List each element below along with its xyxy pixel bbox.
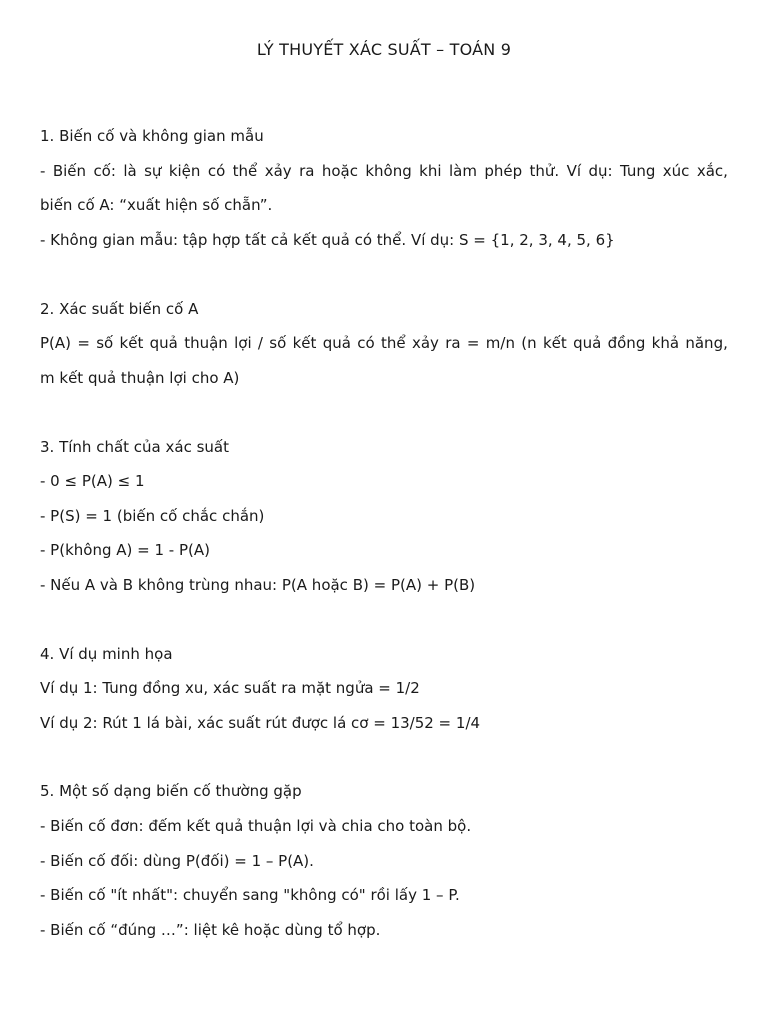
- section-5-heading: 5. Một số dạng biến cố thường gặp: [40, 782, 302, 800]
- word: m/n: [485, 334, 515, 352]
- section-3-property-item: - 0 ≤ P(A) ≤ 1: [40, 472, 145, 490]
- section-4-example-item: Ví dụ 2: Rút 1 lá bài, xác suất rút được lá cơ = 13/52 = 1/4: [40, 714, 481, 732]
- word: ra: [445, 334, 461, 352]
- word: xúc: [662, 162, 690, 180]
- word: Ví: [566, 162, 582, 180]
- word: /: [257, 334, 263, 352]
- section-2-formula-line-1: [40, 333, 728, 353]
- word: kết: [292, 334, 317, 352]
- word: là: [123, 162, 137, 180]
- word: có: [357, 334, 375, 352]
- section-1-event-definition-line-1: [40, 161, 728, 181]
- word: đồng: [607, 334, 646, 352]
- word: kết: [542, 334, 567, 352]
- word: hoặc: [321, 162, 358, 180]
- section-4-example-item: Ví dụ 1: Tung đồng xu, xác suất ra mặt ngửa = 1/2: [40, 679, 420, 697]
- word: lợi: [234, 334, 252, 352]
- section-1-event-definition-line-2: biến cố A: “xuất hiện số chẵn”.: [40, 196, 273, 214]
- word: xắc,: [696, 162, 728, 180]
- word: làm: [448, 162, 477, 180]
- word: dụ:: [588, 162, 613, 180]
- word: kiện: [168, 162, 201, 180]
- section-5-type-item: - Biến cố đối: dùng P(đối) = 1 – P(A).: [40, 852, 314, 870]
- word: (n: [521, 334, 537, 352]
- word: phép: [484, 162, 523, 180]
- word: khả: [651, 334, 680, 352]
- word: Tung: [619, 162, 656, 180]
- word: thể: [381, 334, 406, 352]
- section-3-property-item: - P(S) = 1 (biến cố chắc chắn): [40, 507, 265, 525]
- section-2-heading: 2. Xác suất biến cố A: [40, 300, 199, 318]
- word: số: [96, 334, 114, 352]
- word: xảy: [411, 334, 439, 352]
- section-3-heading: 3. Tính chất của xác suất: [40, 438, 229, 456]
- section-5-type-item: - Biến cố đơn: đếm kết quả thuận lợi và chia cho toàn bộ.: [40, 817, 472, 835]
- section-1-sample-space: - Không gian mẫu: tập hợp tất cả kết quả có thể. Ví dụ: S = {1, 2, 3, 4, 5, 6}: [40, 231, 615, 249]
- word: quả: [573, 334, 602, 352]
- word: -: [40, 162, 46, 180]
- section-3-property-item: - Nếu A và B không trùng nhau: P(A hoặc B) = P(A) + P(B): [40, 576, 476, 594]
- word: kết: [119, 334, 144, 352]
- word: không: [365, 162, 412, 180]
- word: khi: [419, 162, 442, 180]
- word: cố:: [93, 162, 116, 180]
- word: thuận: [184, 334, 228, 352]
- word: quả: [322, 334, 351, 352]
- word: sự: [144, 162, 162, 180]
- section-3-property-item: - P(không A) = 1 - P(A): [40, 541, 210, 559]
- word: thể: [232, 162, 258, 180]
- section-2-formula-line-2: m kết quả thuận lợi cho A): [40, 369, 240, 387]
- word: quả: [149, 334, 178, 352]
- section-1-heading: 1. Biến cố và không gian mẫu: [40, 127, 264, 145]
- word: số: [269, 334, 287, 352]
- word: =: [466, 334, 480, 352]
- word: ra: [299, 162, 315, 180]
- word: P(A): [40, 334, 72, 352]
- word: =: [77, 334, 90, 352]
- word: Biến: [52, 162, 87, 180]
- section-5-type-item: - Biến cố "ít nhất": chuyển sang "không có" rồi lấy 1 – P.: [40, 886, 460, 904]
- word: có: [207, 162, 226, 180]
- word: xảy: [264, 162, 292, 180]
- section-5-type-item: - Biến cố “đúng …”: liệt kê hoặc dùng tổ hợp.: [40, 921, 381, 939]
- section-4-heading: 4. Ví dụ minh họa: [40, 645, 173, 663]
- word: năng,: [685, 334, 728, 352]
- word: thử.: [529, 162, 560, 180]
- document-title: LÝ THUYẾT XÁC SUẤT – TOÁN 9: [256, 40, 512, 59]
